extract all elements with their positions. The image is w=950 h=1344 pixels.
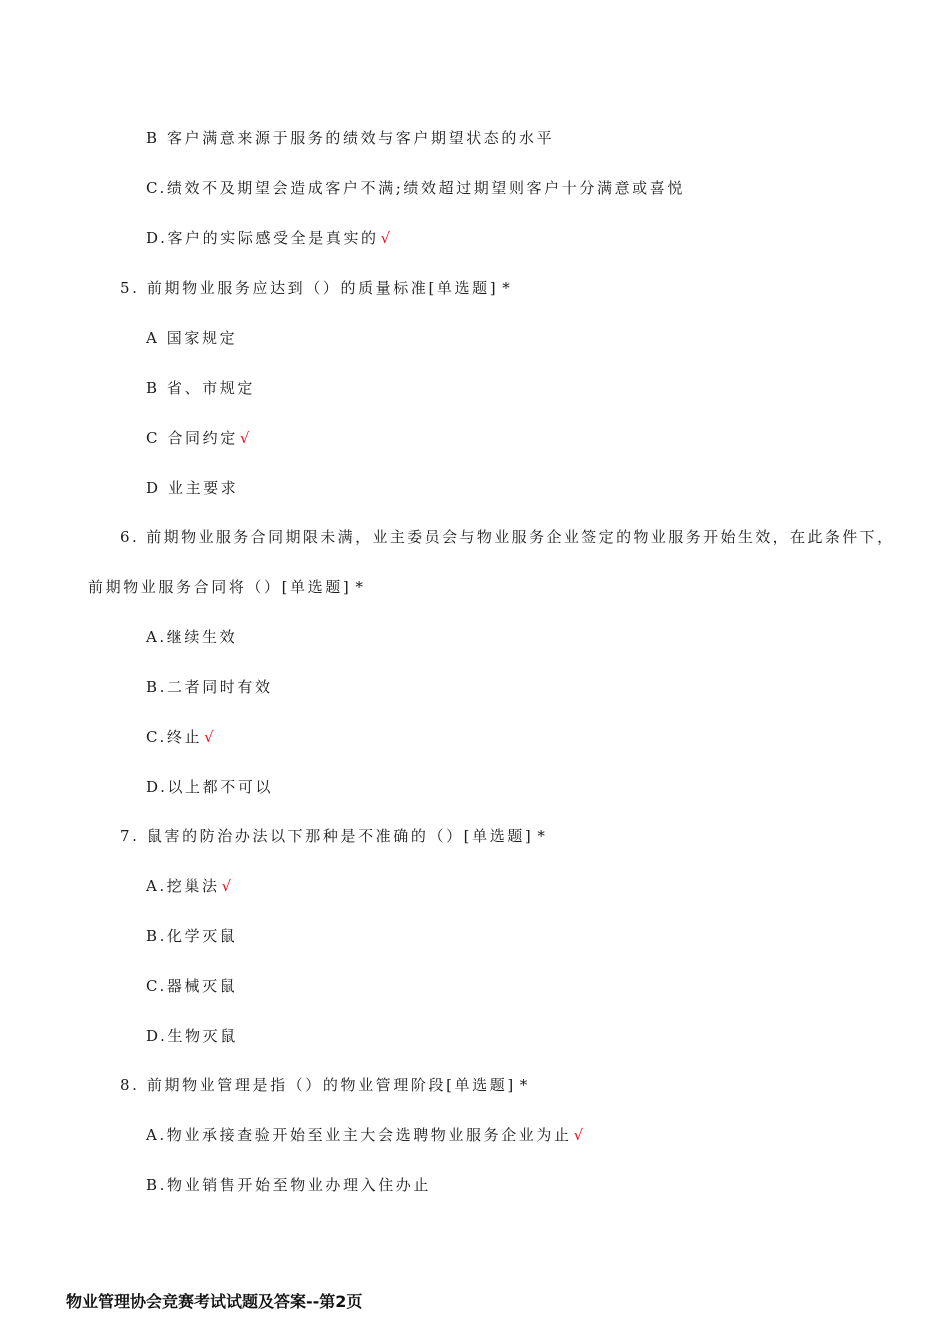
q4-option-b: B 客户满意来源于服务的绩效与客户期望状态的水平 — [146, 129, 555, 147]
q5-option-d: D 业主要求 — [146, 479, 239, 497]
q6-option-c: C.终止 √ — [146, 728, 214, 746]
q6-option-b: B.二者同时有效 — [146, 678, 273, 696]
required-star: * — [537, 827, 545, 845]
q8-option-b: B.物业销售开始至物业办理入住办止 — [146, 1176, 431, 1194]
correct-check-icon: √ — [204, 728, 214, 746]
question-6-line-2: 前期物业服务合同将（）[单选题] * — [88, 578, 363, 596]
required-star: * — [355, 578, 363, 596]
question-6-line-1: 6. 前期物业服务合同期限未满，业主委员会与物业服务企业签定的物业服务开始生效，在此条件下， — [120, 528, 895, 546]
q6-option-d: D.以上都不可以 — [146, 778, 274, 796]
q6-option-a: A.继续生效 — [146, 628, 238, 646]
question-7: 7. 鼠害的防治办法以下那种是不准确的（）[单选题] * — [120, 827, 545, 845]
correct-check-icon: √ — [573, 1126, 584, 1144]
correct-check-icon: √ — [239, 429, 250, 447]
q5-option-c: C 合同约定 √ — [146, 429, 250, 447]
q4-option-c: C.绩效不及期望会造成客户不满;绩效超过期望则客户十分满意或喜悦 — [146, 179, 685, 197]
q7-option-c: C.器械灭鼠 — [146, 977, 238, 995]
q7-option-d: D.生物灭鼠 — [146, 1027, 238, 1045]
q4-option-d: D.客户的实际感受全是真实的 √ — [146, 229, 391, 247]
q7-option-b: B.化学灭鼠 — [146, 927, 238, 945]
q8-option-a: A.物业承接查验开始至业主大会选聘物业服务企业为止 √ — [146, 1126, 584, 1144]
required-star: * — [502, 279, 510, 297]
correct-check-icon: √ — [221, 877, 232, 895]
question-8: 8. 前期物业管理是指（）的物业管理阶段[单选题] * — [120, 1076, 528, 1094]
q5-option-b: B 省、市规定 — [146, 379, 255, 397]
required-star: * — [519, 1076, 528, 1094]
question-5: 5. 前期物业服务应达到（）的质量标准[单选题] * — [120, 279, 510, 297]
q7-option-a: A.挖巢法 √ — [146, 877, 232, 895]
correct-check-icon: √ — [380, 229, 391, 247]
page-footer: 物业管理协会竞赛考试试题及答案--第2页 — [66, 1292, 363, 1311]
q5-option-a: A 国家规定 — [146, 329, 238, 347]
